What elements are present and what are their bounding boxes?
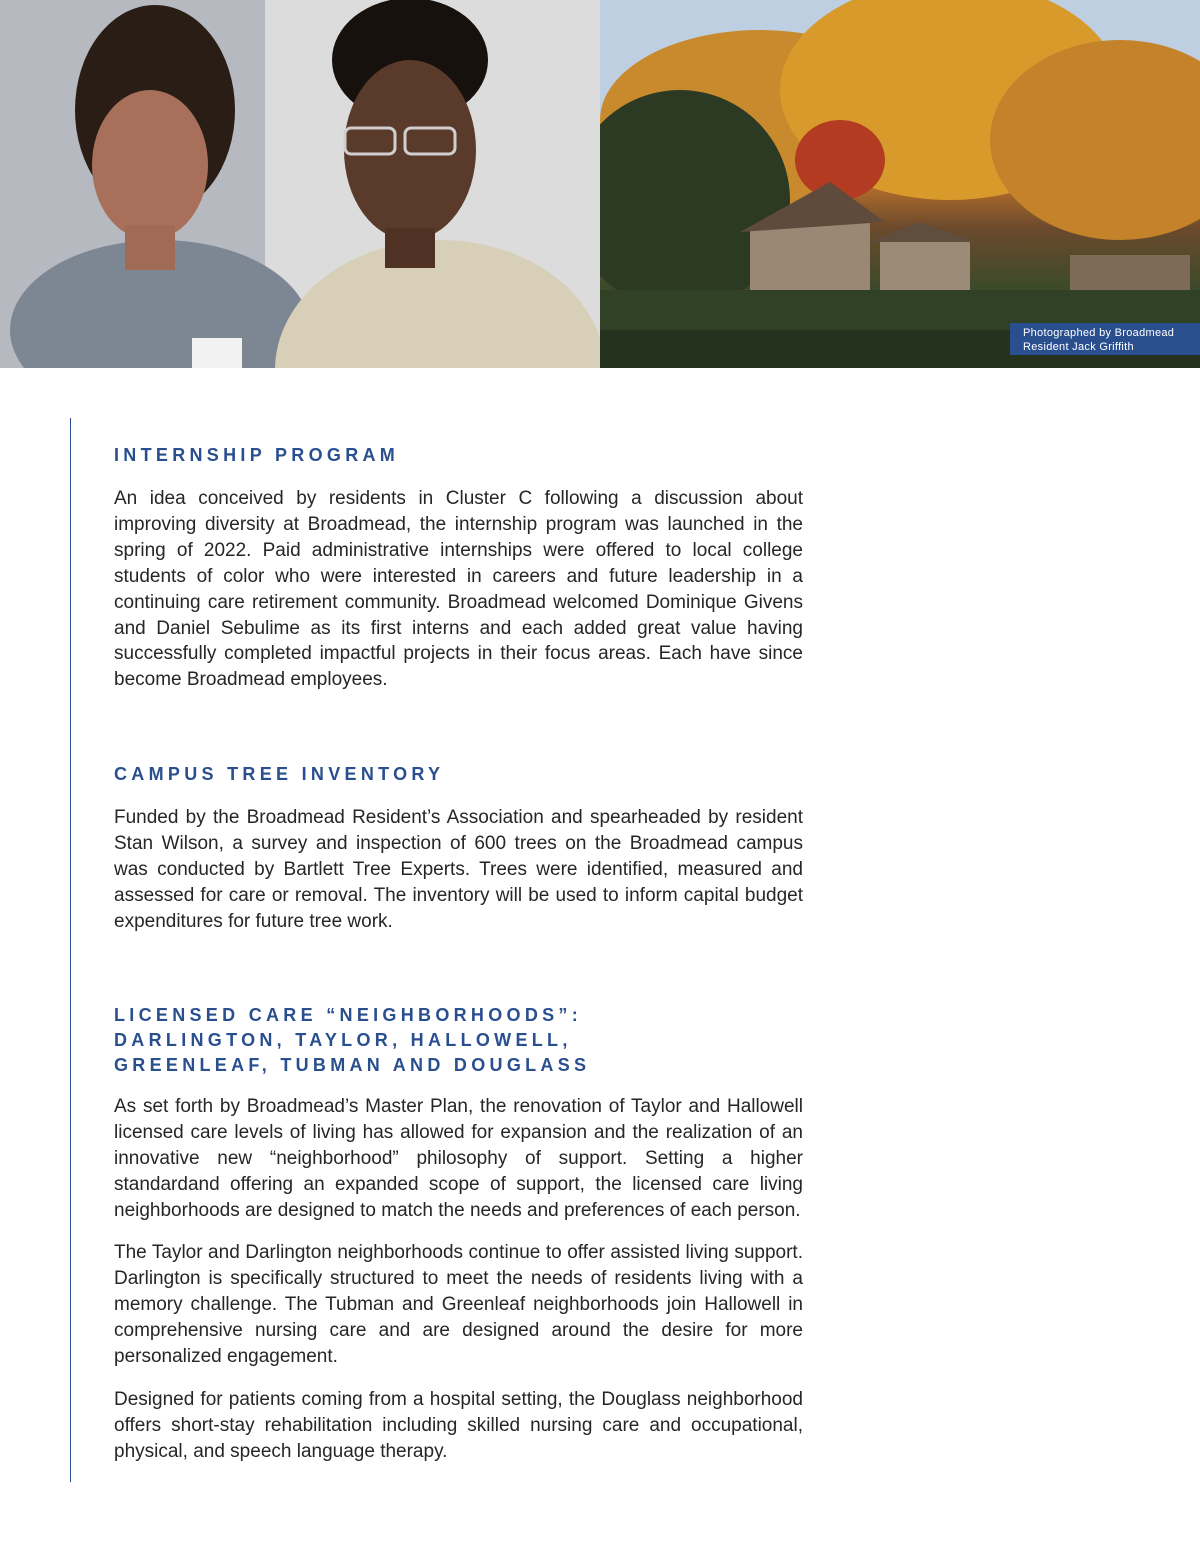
heading-line-3: GREENLEAF, TUBMAN AND DOUGLASS [114,1055,591,1075]
heading-line-1: LICENSED CARE “NEIGHBORHOODS”: [114,1005,583,1025]
paragraph-master-plan: As set forth by Broadmead’s Master Plan, the renovation of Taylor and Hallowell licensed care levels of living has allowed for expansion and the realization of an innovative new “neighborhood” philosophy of support. Setting a higher standardand offering an expanded scope of support, the licensed care living neighborhoods are designed to match the needs and preferences of each person. [114,1096,803,1221]
paragraph-neighborhoods: The Taylor and Darlington neighborhoods continue to offer assisted living support. Darlington is specifically structured to meet the needs of residents living with a memory challenge. The Tubman and Greenleaf neighborhoods join Hallowell in comprehensive nursing care and are designed around the desire for more personalized engagement. [114,1242,803,1367]
interns-illustration [0,0,600,368]
photo-credit-caption [1010,323,1200,355]
photo-campus-autumn [600,0,1200,368]
left-margin-rule [70,418,71,1482]
caption-line-2: Resident Jack Griffith [1023,341,1134,353]
paragraph-internship: An idea conceived by residents in Cluster C following a discussion about improving diversity at Broadmead, the internship program was launched in the spring of 2022. Paid administrative internships were offered to local college students of color who were interested in careers and future leadership in a continuing care retirement community. Broadmead welcomed Dominique Givens and Daniel Sebulime as its first interns and each added great value having successfully completed impactful projects in their focus areas. Each have since become Broadmead employees. [114,488,803,691]
heading-internship-program: INTERNSHIP PROGRAM [114,445,400,465]
campus-illustration [600,0,1200,368]
heading-line-2: DARLINGTON, TAYLOR, HALLOWELL, [114,1030,572,1050]
header-photos [0,0,1200,368]
paragraph-douglass: Designed for patients coming from a hospital setting, the Douglass neighborhood offers short-stay rehabilitation including skilled nursing care and occupational, physical, and speech language therapy. [114,1389,803,1462]
paragraph-tree-inventory: Funded by the Broadmead Resident’s Association and spearheaded by resident Stan Wilson, a survey and inspection of 600 trees on the Broadmead campus was conducted by Bartlett Tree Experts. Trees were identified, measured and assessed for care or removal. The inventory will be used to inform capital budget expenditures for future tree work. [114,807,803,932]
heading-campus-tree-inventory: CAMPUS TREE INVENTORY [114,764,445,784]
photo-interns [0,0,600,368]
heading-licensed-care [114,1003,803,1078]
caption-line-1: Photographed by Broadmead [1023,327,1175,339]
